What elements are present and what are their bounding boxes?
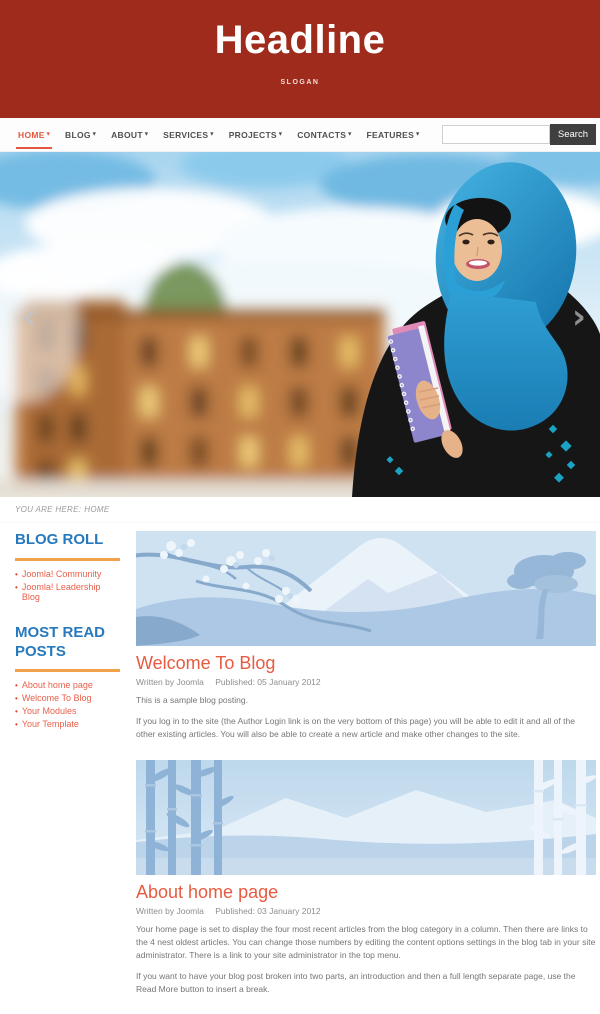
published-date: Published: 05 January 2012 [215,677,321,687]
sidebar-link-joomla-leadership-blog[interactable]: Joomla! Leadership Blog [21,581,101,602]
article-title[interactable]: Welcome To Blog [136,653,276,673]
nav-item-blog[interactable] [65,130,96,140]
article-title[interactable]: About home page [136,881,279,902]
article-welcome-to-blog [136,531,596,742]
module-rule [15,669,120,672]
bullet-icon: • [15,582,18,592]
bullet-icon: • [15,694,18,704]
nav-item-services[interactable] [163,130,214,140]
list-item [15,719,120,729]
sidebar-link-joomla-community[interactable]: Joomla! Community [21,568,102,579]
nav-item-label: BLOG [65,129,91,140]
search-area [442,124,596,145]
nav-item-label: FEATURES [366,129,415,140]
breadcrumb [0,497,600,523]
bullet-icon: • [15,707,18,717]
article-image-fuji [136,531,596,646]
nav-item-label: HOME [18,129,45,140]
nav-item-label: ABOUT [111,129,143,140]
nav-item-label: SERVICES [163,129,209,140]
chevron-down-icon: ▾ [46,131,51,138]
module-title: BLOG ROLL [15,531,104,548]
nav-item-label: PROJECTS [228,129,277,140]
nav-item-projects[interactable] [229,130,283,140]
article-image-bamboo [136,760,596,875]
article-paragraph: If you log in to the site (the Author Login link is on the very bottom of this page) you will be able to edit it and all of the other existing articles. You will also be able to create a new article and make other changes to the site. [136,716,575,740]
chevron-down-icon: ▾ [348,131,352,138]
breadcrumb-current[interactable]: HOME [84,505,110,514]
chevron-down-icon: ▾ [210,131,214,138]
nav-item-contacts[interactable] [297,130,351,140]
list-item [15,706,120,716]
sidebar-link-your-modules[interactable]: Your Modules [21,706,77,717]
content-area [0,523,600,1014]
module-title: MOST READ POSTS [15,623,105,660]
sidebar-link-your-template[interactable]: Your Template [21,719,79,730]
sidebar-link-welcome-to-blog[interactable]: Welcome To Blog [21,693,92,704]
list-item [15,680,120,690]
module-most-read-posts [15,624,120,730]
main-navbar [0,118,600,152]
carousel-prev-button[interactable]: ‹ [22,297,37,337]
search-input[interactable] [442,125,550,144]
breadcrumb-label: YOU ARE HERE: [15,505,82,514]
article-byline [136,906,596,916]
article-paragraph: This is a sample blog posting. [136,695,248,705]
module-blog-roll [15,531,120,602]
written-by: Written by Joomla [136,905,204,916]
bullet-icon: • [15,569,18,579]
search-button[interactable]: Search [550,124,596,145]
site-slogan: SLOGAN [280,79,320,86]
article-about-home-page [136,760,596,997]
list-item [15,582,120,602]
chevron-down-icon: ▾ [144,131,149,138]
chevron-down-icon: ▾ [416,131,420,138]
nav-item-about[interactable] [111,130,148,140]
article-byline [136,677,596,687]
article-paragraph: Your home page is set to display the four most recent articles from the blog category in a column. Then there are links to the 4 nest oldest articles. You can change those numbers by editing the content options settings in the blog tab in your site administrator. There is a link to your site administrator in the top menu. [136,923,596,960]
article-paragraph: If you want to have your blog post broken into two parts, an introduction and then a full length separate page, use the Read More button to insert a break. [136,971,576,995]
list-item [15,569,120,579]
chevron-down-icon: ▾ [278,131,283,138]
hero-photo [0,152,600,497]
written-by: Written by Joomla [136,677,204,687]
nav-item-label: CONTACTS [297,129,347,140]
site-header [0,0,600,118]
module-rule [15,558,120,561]
site-title: Headline [214,18,386,62]
bullet-icon: • [15,681,18,691]
published-date: Published: 03 January 2012 [215,905,321,916]
list-item [15,693,120,703]
carousel-next-button[interactable]: › [571,297,586,337]
nav-item-home[interactable] [18,130,50,140]
bullet-icon: • [15,720,18,730]
chevron-down-icon: ▾ [92,131,97,138]
sidebar [15,531,120,1014]
hero-slider [0,152,600,497]
sidebar-link-about-home-page[interactable]: About home page [21,680,93,691]
blog-column [136,531,596,1014]
nav-item-features[interactable] [367,130,420,140]
